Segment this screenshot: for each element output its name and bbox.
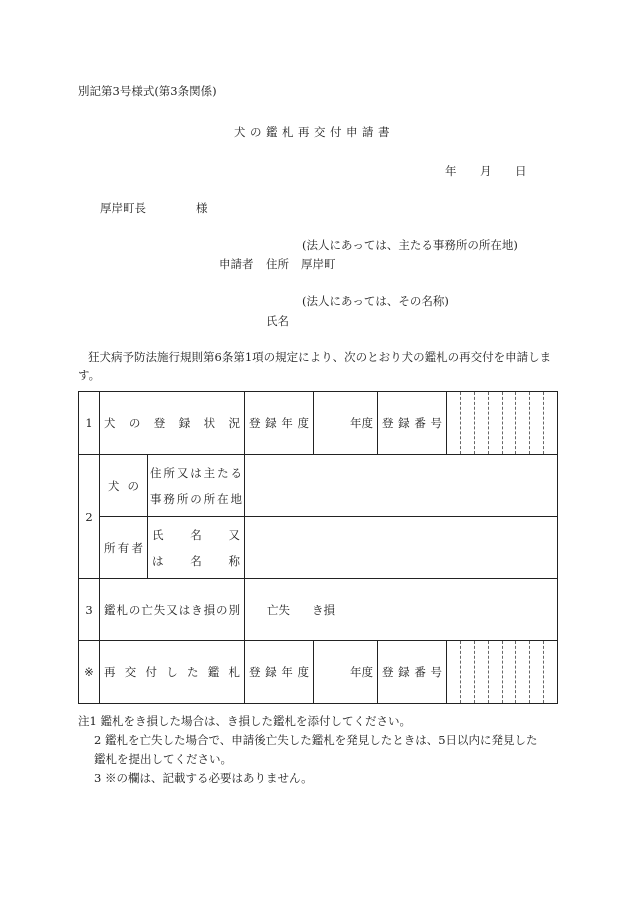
reissued-year-label: 登録年度 <box>245 641 314 704</box>
registration-number-field[interactable] <box>447 392 558 455</box>
application-table <box>78 391 558 704</box>
addressee-honorific: 様 <box>196 201 208 215</box>
year-unit: 年度 <box>350 665 373 679</box>
reissued-number-label: 登録番号 <box>378 641 447 704</box>
address-value[interactable]: 厚岸町 <box>301 257 336 271</box>
owner-name-field[interactable] <box>245 517 558 579</box>
note-1: 注1 鑑札をき損した場合は、き損した鑑札を添付してください。 <box>78 714 411 728</box>
note-3: 3 ※の欄は、記載する必要はありません。 <box>94 771 313 785</box>
loss-damage-label: 鑑札の亡失又はき損の別 <box>100 579 245 641</box>
reissued-tag-label: 再交付した鑑札 <box>100 641 245 704</box>
date-month-label: 月 <box>480 164 492 178</box>
row-number: 3 <box>79 579 100 641</box>
row-reissued-tag <box>79 641 558 704</box>
reissued-number-field[interactable] <box>447 641 558 704</box>
page-title: 犬の鑑札再交付申請書 <box>234 125 394 139</box>
year-unit: 年度 <box>350 416 373 430</box>
row-registration-status <box>79 392 558 455</box>
intro-paragraph: 狂犬病予防法施行規則第6条第1項の規定により、次のとおり犬の鑑札の再交付を申請します。 <box>78 350 552 382</box>
registration-status-label: 犬の登録状況 <box>100 392 245 455</box>
name-label: 氏名 <box>266 314 289 328</box>
notes <box>78 712 558 788</box>
registration-year-label: 登録年度 <box>245 392 314 455</box>
note-2-cont: 鑑札を提出してください。 <box>94 752 232 766</box>
owner-address-label: 住所又は主たる 事務所の所在地 <box>148 455 245 517</box>
applicant-label: 申請者 <box>219 257 254 271</box>
registration-number-label: 登録番号 <box>378 392 447 455</box>
date-day-label: 日 <box>515 164 527 178</box>
address-note: (法人にあっては、主たる事務所の所在地) <box>302 238 518 252</box>
form-number: 別記第3号様式(第3条関係) <box>78 84 217 98</box>
row-owner-address <box>79 455 558 517</box>
address-label: 住所 <box>266 257 289 271</box>
option-damaged[interactable]: き損 <box>312 602 335 617</box>
row-loss-or-damage <box>79 579 558 641</box>
row-number: 1 <box>79 392 100 455</box>
date-year-label: 年 <box>445 164 457 178</box>
row-mark: ※ <box>79 641 100 704</box>
note-2: 2 鑑札を亡失した場合で、申請後亡失した鑑札を発見したときは、5日以内に発見した <box>94 733 538 747</box>
row-number: 2 <box>79 455 100 579</box>
name-note: (法人にあっては、その名称) <box>302 294 449 308</box>
owner-label-top: 犬の <box>100 455 148 517</box>
owner-address-field[interactable] <box>245 455 558 517</box>
row-owner-name <box>79 517 558 579</box>
loss-damage-options <box>245 579 558 641</box>
owner-label-bottom: 所有者 <box>100 517 148 579</box>
registration-year-field[interactable] <box>314 392 378 455</box>
owner-name-label: 氏名又 は名称 <box>148 517 245 579</box>
option-lost[interactable]: 亡失 <box>267 602 290 617</box>
addressee: 厚岸町長 <box>100 201 146 215</box>
reissued-year-field[interactable] <box>314 641 378 704</box>
